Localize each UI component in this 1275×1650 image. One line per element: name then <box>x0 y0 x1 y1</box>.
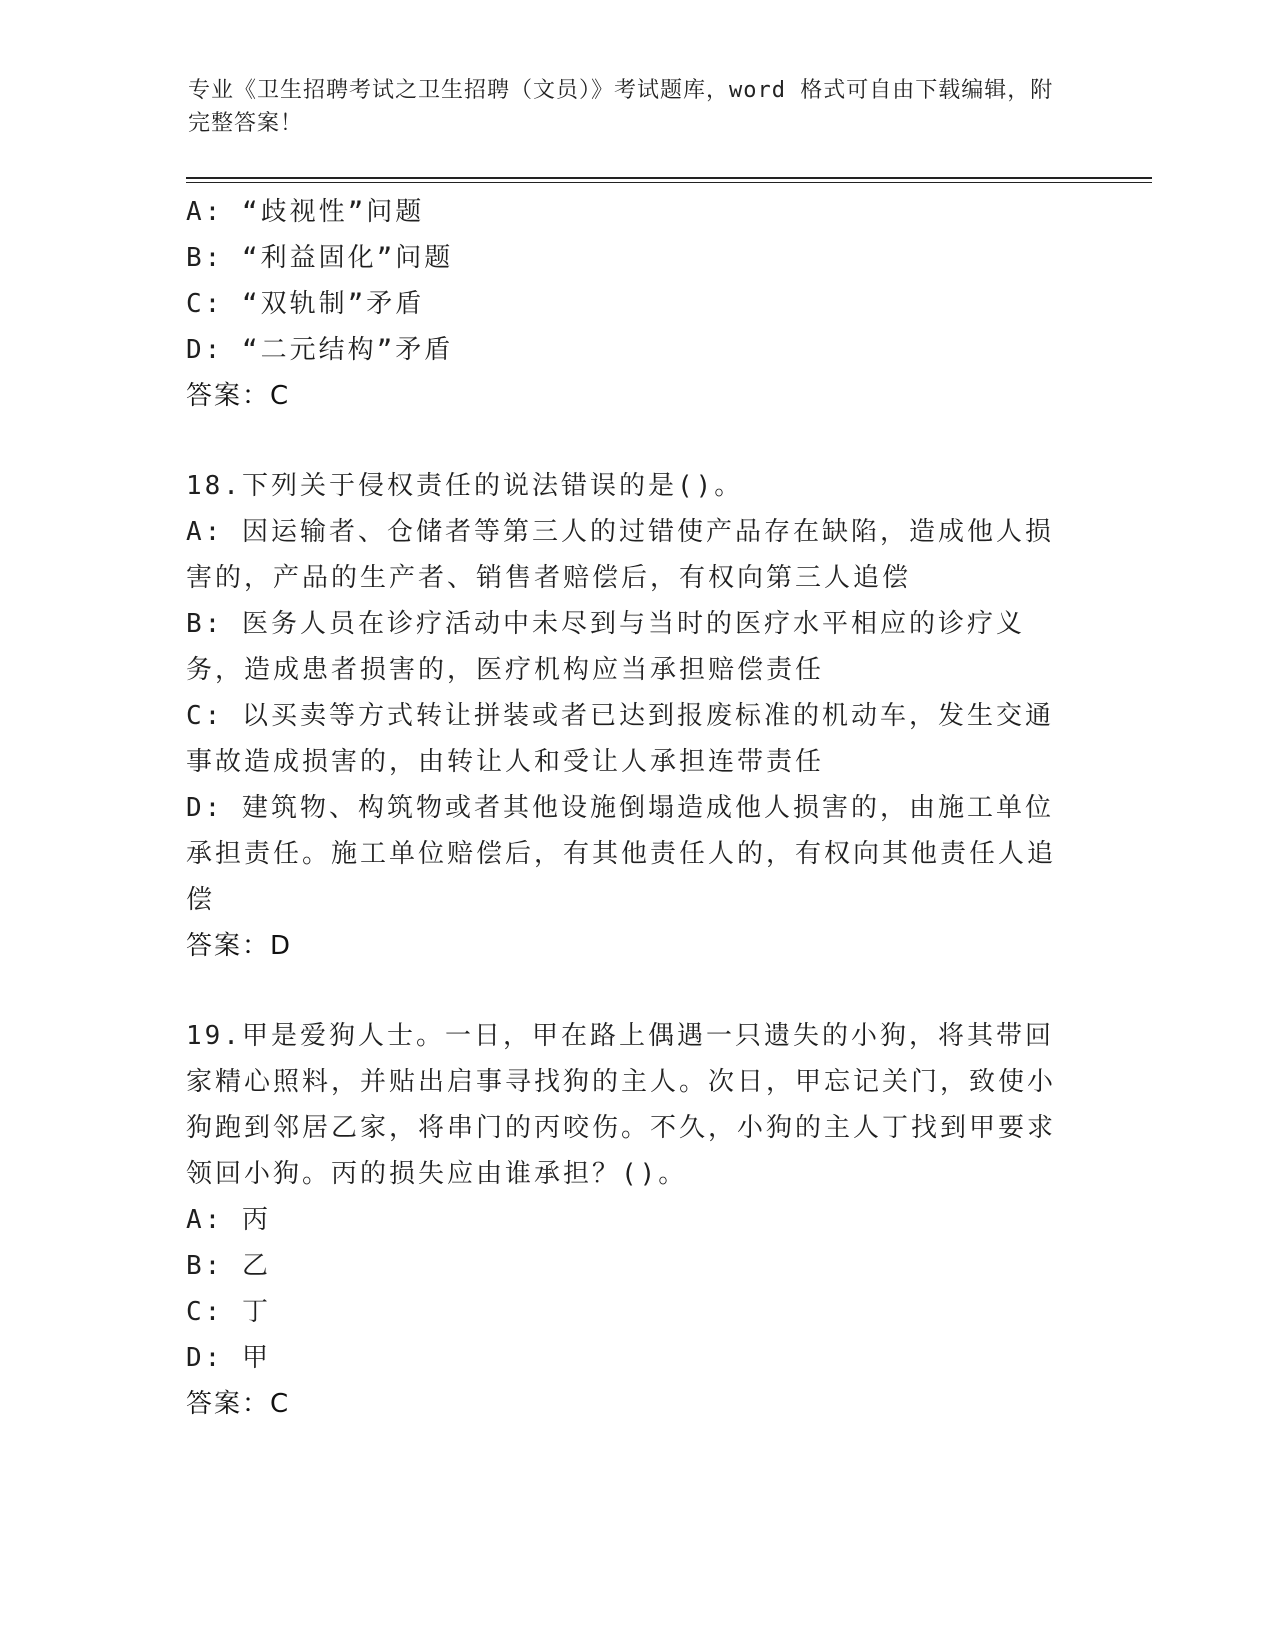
option-a: A: “歧视性”问题 <box>186 197 425 227</box>
option-a: A: 因运输者、仓储者等第三人的过错使产品存在缺陷，造成他人损害的，产品的生产者、销售者赔偿后，有权向第三人追偿 <box>186 517 1054 593</box>
spacer <box>186 419 1076 463</box>
option-b: B: 乙 <box>186 1251 271 1281</box>
document-header: 专业《卫生招聘考试之卫生招聘（文员）》考试题库，word 格式可自由下载编辑，附完整答案！ <box>188 78 1054 136</box>
option-d: D: 甲 <box>186 1343 271 1373</box>
option-b: B: 医务人员在诊疗活动中未尽到与当时的医疗水平相应的诊疗义务，造成患者损害的，医疗机构应当承担赔偿责任 <box>186 609 1025 685</box>
document-body <box>186 189 1076 1427</box>
question-text: 19.甲是爱狗人士。一日，甲在路上偶遇一只遗失的小狗，将其带回家精心照料，并贴出启事寻找狗的主人。次日，甲忘记关门，致使小狗跑到邻居乙家，将串门的丙咬伤。不久，小狗的主人丁找到甲要求领回小狗。丙的损失应由谁承担？()。 <box>186 1021 1057 1189</box>
question-17 <box>186 189 1076 419</box>
option-c: C: 以买卖等方式转让拼装或者已达到报废标准的机动车，发生交通事故造成损害的，由转让人和受让人承担连带责任 <box>186 701 1054 777</box>
option-c: C: “双轨制”矛盾 <box>186 289 425 319</box>
question-text: 18.下列关于侵权责任的说法错误的是()。 <box>186 471 744 501</box>
question-18 <box>186 463 1076 969</box>
spacer <box>186 969 1076 1013</box>
answer: 答案：D <box>186 931 293 961</box>
question-19 <box>186 1013 1076 1427</box>
option-b: B: “利益固化”问题 <box>186 243 454 273</box>
answer: 答案：C <box>186 1389 291 1419</box>
answer: 答案：C <box>186 381 291 411</box>
header-divider <box>186 177 1152 183</box>
option-d: D: “二元结构”矛盾 <box>186 335 454 365</box>
option-d: D: 建筑物、构筑物或者其他设施倒塌造成他人损害的，由施工单位承担责任。施工单位赔偿后，有其他责任人的，有权向其他责任人追偿 <box>186 793 1057 915</box>
option-c: C: 丁 <box>186 1297 271 1327</box>
option-a: A: 丙 <box>186 1205 271 1235</box>
